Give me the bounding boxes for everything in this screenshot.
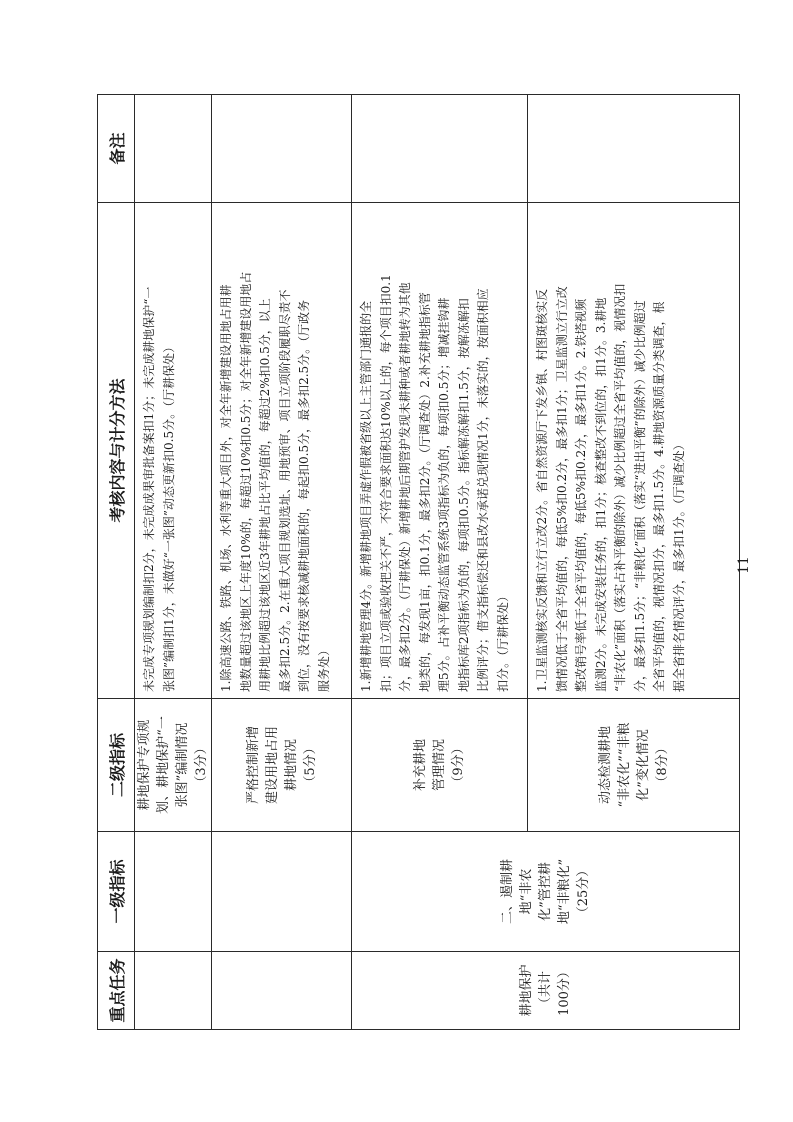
remark-cell [212,95,352,203]
remark-cell [352,95,528,203]
content-line: 服务处） [316,643,331,692]
content-line: 地类的，每发现1亩，扣0.1分，最多扣2分。（厅调查处）2.补充耕地指标管 [417,292,432,692]
level2-cell [135,699,212,832]
header-task: 重点任务 [98,952,135,1030]
header-level2: 二级指标 [98,699,135,832]
level2-line: （3分） [194,741,209,789]
remark-cell [528,95,740,203]
level2-line: 补充耕地 [413,739,428,792]
task-cell-empty [135,952,212,1030]
header-level1: 一级指标 [98,832,135,952]
content-line: 未完成专项规划编制扣2分，未完成成果审批备案扣1分；未完成耕地保护“一 [142,286,156,692]
content-line: 张图”编制扣1分，未做好“一张图”动态更新扣0.5分。（厅耕保处） [161,340,176,692]
level1-line: 地“非农 [519,868,534,915]
level2-line: （8分） [654,741,670,789]
content-line: 分，最多扣1.5分；“非粮化”面积（落实“进出平衡”的除外）减少比例超过 [632,300,647,692]
level2-line: 划、耕地保护“一 [156,716,171,814]
level2-line: 化”变化情况 [635,729,651,801]
level1-line: 化”管控耕 [538,862,553,921]
content-line: 地数量超过该地区上年度10%的，每超过10%扣0.5分；对全年新增建设用地占 [238,271,253,692]
content-line: 扣分。（厅耕保处） [495,589,510,692]
content-line: 用耕地比例超过该地区近3年耕地占比平均值的，每超过2%扣0.5分，以上 [258,298,272,692]
content-line: 到位，没有按要求核减耕地面积的，每起扣0.5分，最多扣2.5分。（厅政务 [297,299,311,692]
level1-cell [352,832,740,952]
content-line: 1.除高速公路、铁路、机场、水利等重大项目外，对全年新增建设用地占用耕 [219,284,233,692]
level2-line: “非农化”“非粮 [616,722,632,808]
content-line: 1.卫星监测核实反馈和立行立改2分。省自然资源厅下发乡镇、村图斑核实反 [535,288,549,692]
content-line: 整改销号率低于全省平均值的，每低5%扣0.2分，最多扣1分。2.铁塔视频 [574,298,588,692]
level2-line: 张图”编制情况 [175,722,190,808]
content-line: 扣；项目立项或验收把关不严，不符合要求面积达10%以上的，每个项目扣0.1 [378,274,393,692]
table-row [212,95,352,1030]
content-line: 监测2分。未完成安装任务的，扣1分；核查整改不到位的，扣1分。3.耕地 [593,297,608,692]
content-line: 全省平均值的，视情况扣分，最多扣1.5分。4.耕地资源质量分类调查，根 [652,301,666,692]
task-cell-empty [212,952,352,1030]
remark-cell [135,95,212,203]
task-cell [352,952,740,1030]
content-line: 1.新增耕地管理4分。新增耕地项目弄虚作假被省级以上主管部门通报的全 [359,300,373,692]
task-line: 耕地保护 [519,964,534,1017]
content-cell [212,203,352,699]
content-line: “非农化”面积（落实占补平衡的除外）减少比例超过全省平均值的，视情况扣 [613,283,627,692]
content-line: 据全省排名情况评分，最多扣1分。（厅调查处） [671,438,686,692]
level2-cell [212,699,352,832]
level2-line: （5分） [302,741,318,789]
header-content: 考核内容与计分方法 [98,203,135,699]
level1-cell-empty [135,832,212,952]
table-row [135,95,212,1030]
page-number: 11 [736,556,752,574]
level2-line: 耕地情况 [283,739,299,792]
content-line: 地指标库2项指标为负的，每项扣0.5分。指标解冻解扣1.5分，按解冻解扣 [456,298,471,692]
content-line: 分，最多扣2分。（厅耕保处）新增耕地后期管护发现未耕种或者耕地转为其他 [398,282,412,692]
content-line: 比例评分；借支指标偿还和县改水承诺兑现情况1分，未落实的，按面积相应 [476,288,490,692]
table-header-row [98,95,135,1030]
content-line: 理5分。占补平衡动态监管系统3项指标为负的，每项扣0.5分；增减挂钩耕 [437,297,451,692]
content-line: 最多扣2.5分。2.在重大项目规划选址、用地预审、项目立项阶段履职尽责不 [277,289,292,692]
level2-line: （9分） [451,741,466,789]
task-line: 100分） [557,965,572,1016]
content-line: 馈情况低于全省平均值的，每低5%扣0.2分，最多扣1分；卫星监测立行立改 [554,286,569,692]
level1-line: 地“非粮化” [557,858,572,925]
content-cell [528,203,740,699]
table-row [352,95,528,1030]
level1-cell-empty [212,832,352,952]
level2-line: 管理情况 [432,739,447,792]
level2-line: 动态检测耕地 [597,726,613,805]
level1-line: 二、遏制耕 [500,859,515,925]
assessment-table [97,94,740,1030]
level2-cell [352,699,528,832]
content-cell [135,203,212,699]
level2-cell [528,699,740,832]
level2-line: 耕地保护专项规 [137,719,152,811]
header-remark: 备注 [98,95,135,203]
content-cell [352,203,528,699]
level2-line: 建设用地占用 [264,726,280,805]
level2-line: 严格控制新增 [245,726,261,805]
task-line: （共计 [538,971,553,1011]
level1-line: （25分） [576,863,591,920]
